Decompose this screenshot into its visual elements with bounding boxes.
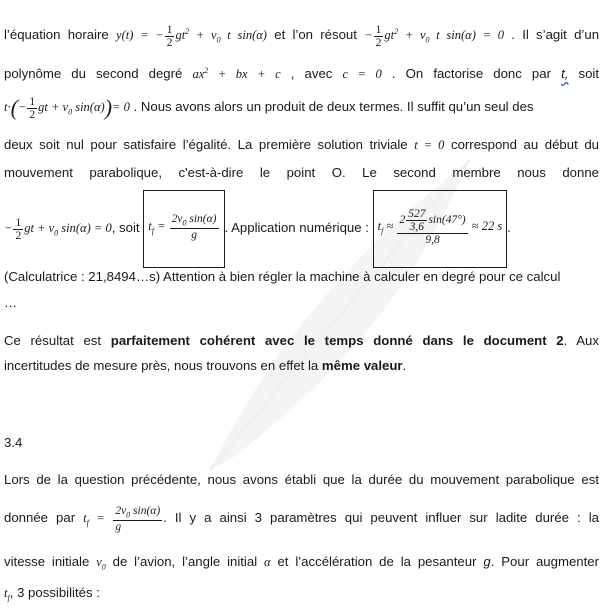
para2-line2	[4, 292, 599, 314]
para3-line2	[4, 355, 599, 377]
text: et l’accélération de la pesanteur	[277, 554, 477, 569]
text: correspond au début du	[450, 137, 599, 152]
para1-line5	[4, 162, 599, 184]
para1-line3	[4, 90, 599, 124]
equation-solve: − $\frac{1}{2}$ $gt^2 + v_0$ t sin(α) = 0	[364, 23, 505, 49]
para4-line4	[4, 580, 599, 606]
bold-text: même valeur	[321, 358, 403, 373]
text: . On factorise donc par	[391, 66, 551, 82]
equation-tf: $t_f$ = $\frac{2v_0 \sin(\alpha)}{g}$	[83, 505, 161, 533]
para1-line6	[4, 190, 599, 256]
text: . Il y a ainsi 3 paramètres qui peuvent influer sur ladite durée : la	[163, 510, 599, 525]
variable-v0: $v_0$	[96, 555, 106, 572]
section-number	[4, 432, 599, 454]
para1-line4	[4, 134, 599, 156]
text: mouvement parabolique, c'est-à-dire le point O. Le second membre nous donne	[4, 165, 599, 180]
text: .	[507, 220, 511, 236]
equation-c-zero: c = 0	[342, 67, 382, 82]
equation-polynomial: $ax^2$ + bx + c	[192, 66, 281, 82]
variable-t: t,	[561, 66, 569, 82]
text: , avec	[290, 66, 333, 82]
result-tf-formula-box: $t_f$ = $\frac{2v_0 \sin(\alpha)}{g}$	[143, 190, 224, 268]
section-label: 3.4	[4, 435, 23, 450]
para4-line3	[4, 551, 599, 573]
text: Lors de la question précédente, nous avons établi que la durée du mouvement parabolique est	[4, 472, 599, 487]
text: et l’on résout	[274, 27, 357, 43]
text: l’équation horaire	[4, 27, 109, 43]
text: …	[4, 295, 18, 310]
variable-tf: $t_f$	[4, 586, 10, 603]
equation-t-zero: t = 0	[414, 138, 445, 152]
text: .	[402, 358, 407, 373]
text: vitesse initiale	[4, 554, 90, 569]
text: , 3 possibilités :	[9, 585, 100, 600]
para1-line1	[4, 18, 600, 49]
variable-alpha: α	[264, 555, 271, 569]
para3-line1	[4, 330, 599, 352]
equation-factorised: t·(− $\frac{1}{2}$ gt + $v_0$ sin(α))= 0	[4, 95, 130, 121]
text: , soit	[111, 220, 140, 236]
text: . Application numérique :	[224, 220, 369, 236]
text: . Il s’agit d’un	[511, 27, 600, 43]
para1-line2	[4, 58, 599, 84]
text: polynôme du second degré	[4, 66, 183, 82]
para4-line1	[4, 469, 599, 491]
text: deux soit nul pour satisfaire l’égalité. La première solution triviale	[4, 137, 408, 152]
text: donnée par	[4, 510, 76, 525]
text: . Pour augmenter	[490, 554, 600, 569]
para4-line2	[4, 496, 599, 540]
text: (Calculatrice : 21,8494…s) Attention à bien régler la machine à calculer en degré pour ce calcul	[4, 269, 561, 284]
variable-g: g	[483, 554, 491, 569]
para2-line1	[4, 266, 599, 288]
equation-second-member: − $\frac{1}{2}$ gt + $v_0$ sin(α) = 0	[4, 216, 112, 242]
bold-text: parfaitement cohérent avec le temps donné dans le document 2	[110, 333, 564, 348]
text: soit	[578, 66, 600, 82]
text: Ce résultat est	[4, 333, 102, 348]
numeric-application-box: $t_f$ ≈ 2 $\frac{527}{3,6}$ sin(47°) 9,8 ≈ 22 s	[373, 190, 508, 268]
equation-y-of-t: y(t) = − $\frac{1}{2}$ $gt^2 + v_0$ t sin(α)	[116, 23, 267, 49]
text: incertitudes de mesure près, nous trouvons en effet la	[4, 358, 319, 373]
text: . Nous avons alors un produit de deux termes. Il suffit qu’un seul des	[133, 99, 534, 114]
text: de l’avion, l’angle initial	[112, 554, 258, 569]
text: . Aux	[563, 333, 599, 348]
